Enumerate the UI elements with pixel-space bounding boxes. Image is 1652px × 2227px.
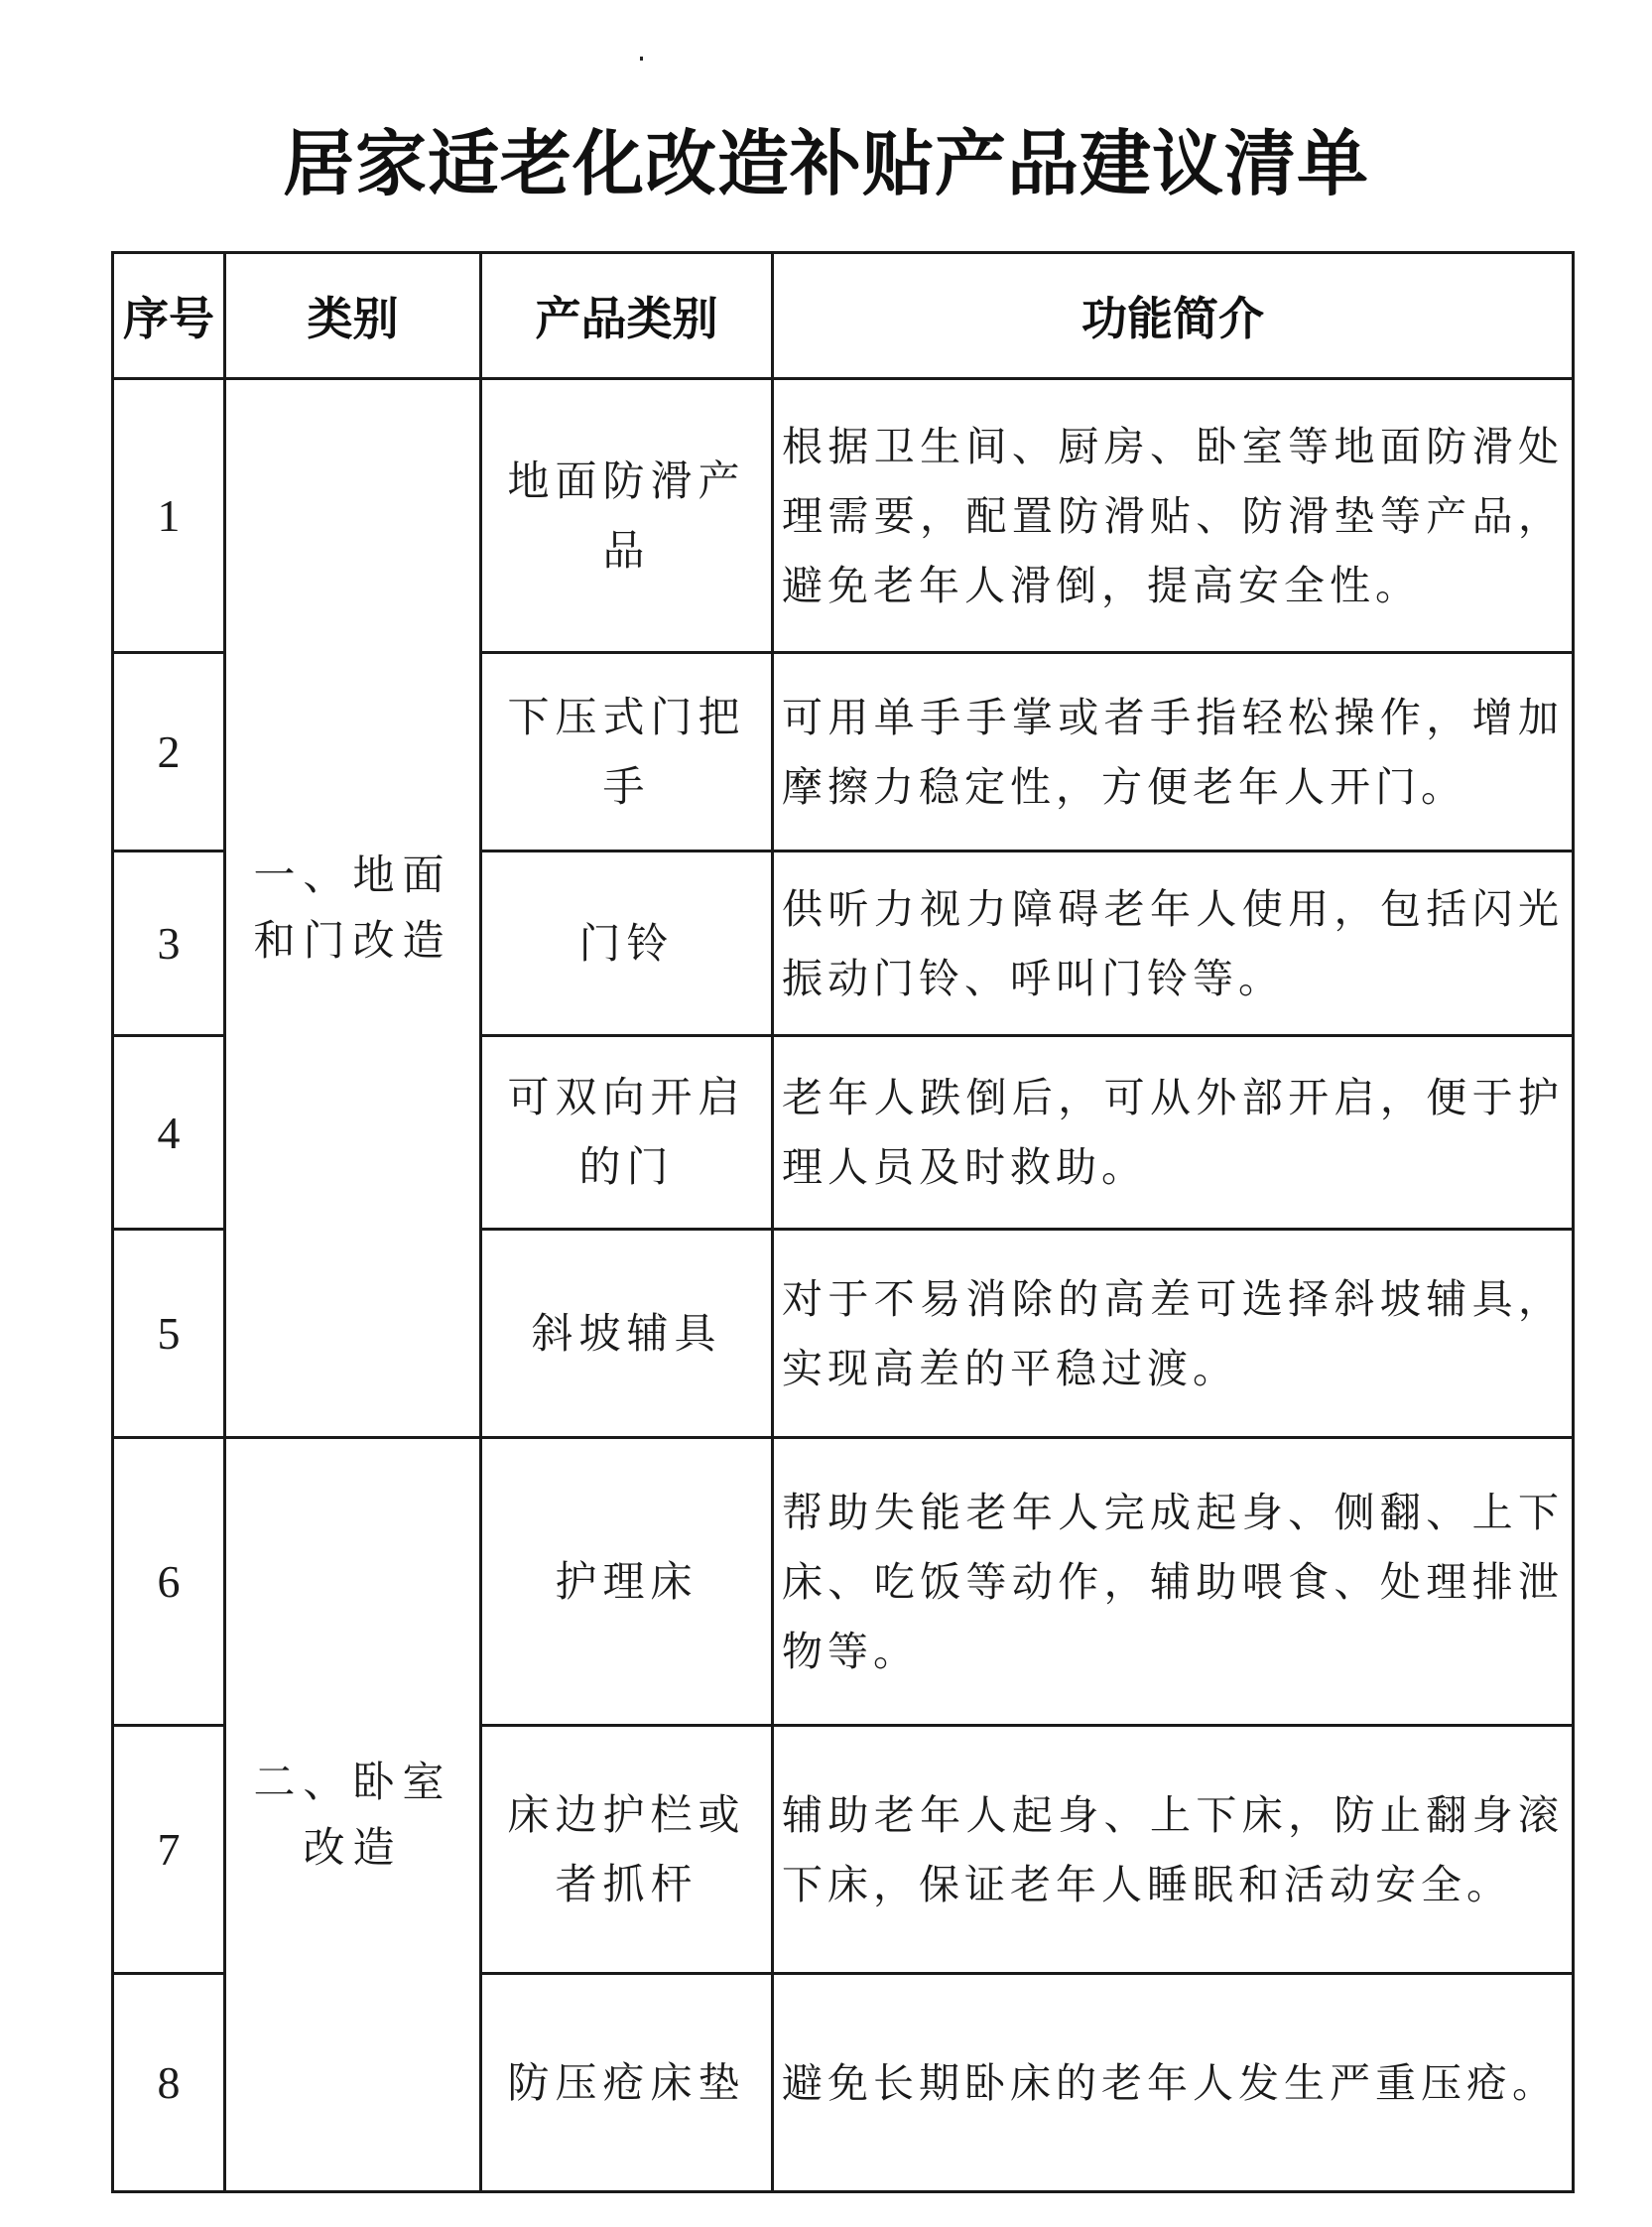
table-header-row [113, 253, 1574, 379]
row-index: 8 [113, 1974, 225, 2192]
product-cell: 床边护栏或者抓杆 [481, 1726, 773, 1974]
row-index: 3 [113, 852, 225, 1036]
category-cell: 一、地面和门改造 [225, 379, 481, 1438]
product-cell: 防压疮床垫 [481, 1974, 773, 2192]
table-row [113, 379, 1574, 653]
header-category: 类别 [225, 253, 481, 379]
description-cell: 供听力视力障碍老年人使用，包括闪光振动门铃、呼叫门铃等。 [773, 852, 1574, 1036]
product-cell: 可双向开启的门 [481, 1036, 773, 1230]
subsidy-product-table [111, 251, 1575, 2193]
description-cell: 避免长期卧床的老年人发生严重压疮。 [773, 1974, 1574, 2192]
category-cell: 二、卧室改造 [225, 1438, 481, 2192]
product-cell: 下压式门把手 [481, 653, 773, 852]
row-index: 1 [113, 379, 225, 653]
row-index: 4 [113, 1036, 225, 1230]
row-index: 5 [113, 1230, 225, 1438]
description-cell: 可用单手手掌或者手指轻松操作，增加摩擦力稳定性，方便老年人开门。 [773, 653, 1574, 852]
header-function: 功能简介 [773, 253, 1574, 379]
row-index: 6 [113, 1438, 225, 1726]
description-cell: 帮助失能老年人完成起身、侧翻、上下床、吃饭等动作，辅助喂食、处理排泄物等。 [773, 1438, 1574, 1726]
description-cell: 对于不易消除的高差可选择斜坡辅具，实现高差的平稳过渡。 [773, 1230, 1574, 1438]
table-row [113, 1438, 1574, 1726]
page-title: 居家适老化改造补贴产品建议清单 [282, 121, 1369, 206]
description-cell: 老年人跌倒后，可从外部开启，便于护理人员及时救助。 [773, 1036, 1574, 1230]
scan-speck [640, 57, 643, 61]
row-index: 7 [113, 1726, 225, 1974]
header-product-category: 产品类别 [481, 253, 773, 379]
description-cell: 根据卫生间、厨房、卧室等地面防滑处理需要，配置防滑贴、防滑垫等产品，避免老年人滑倒，提高安全性。 [773, 379, 1574, 653]
header-index: 序号 [113, 253, 225, 379]
row-index: 2 [113, 653, 225, 852]
description-cell: 辅助老年人起身、上下床，防止翻身滚下床，保证老年人睡眠和活动安全。 [773, 1726, 1574, 1974]
product-cell: 门铃 [481, 852, 773, 1036]
product-cell: 护理床 [481, 1438, 773, 1726]
product-cell: 地面防滑产品 [481, 379, 773, 653]
product-cell: 斜坡辅具 [481, 1230, 773, 1438]
